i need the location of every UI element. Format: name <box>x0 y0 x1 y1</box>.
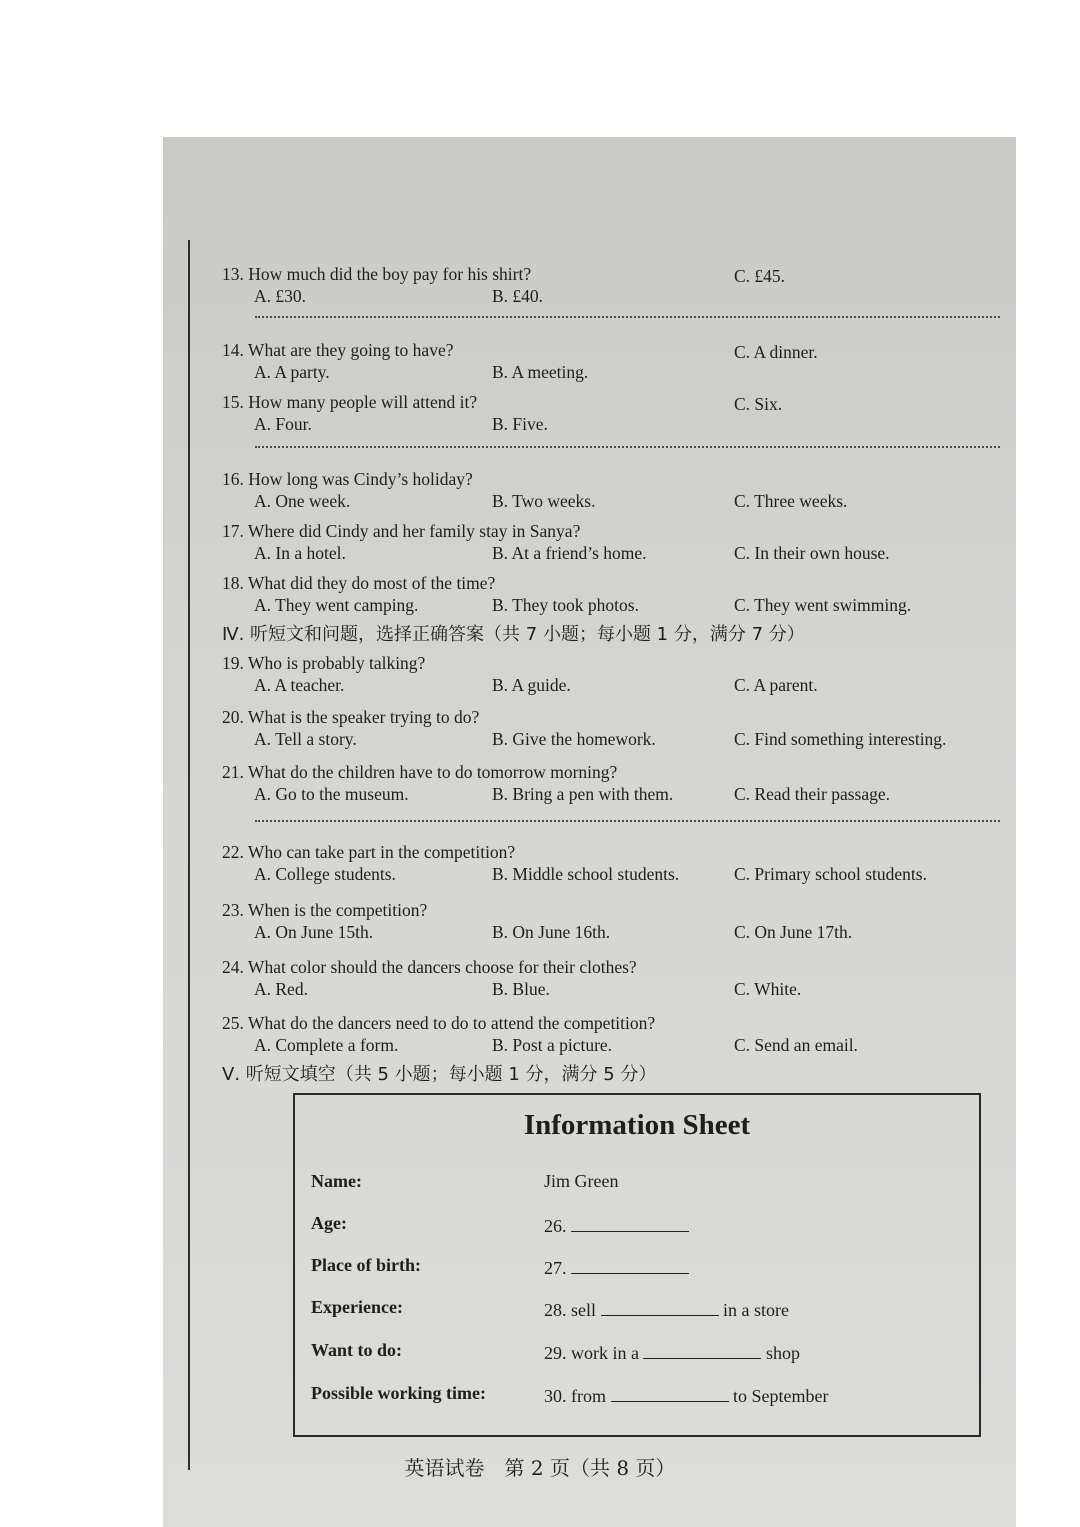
option-b[interactable]: B. At a friend’s home. <box>492 543 647 563</box>
answer-options <box>222 543 992 571</box>
question-text: 13. How much did the boy pay for his shirt? <box>222 264 532 284</box>
option-a[interactable]: A. Red. <box>254 979 308 999</box>
dotted-separator <box>255 820 1000 822</box>
question-18 <box>222 571 992 623</box>
option-a[interactable]: A. One week. <box>254 491 351 511</box>
option-a[interactable]: A. On June 15th. <box>254 922 374 942</box>
option-b[interactable]: B. Five. <box>492 414 548 434</box>
option-c[interactable]: C. They went swimming. <box>734 595 912 615</box>
answer-options <box>222 1035 992 1063</box>
blank-number: 26. <box>544 1216 567 1236</box>
option-a[interactable]: A. Go to the museum. <box>254 784 409 804</box>
blank-prefix: 28. sell <box>544 1300 596 1320</box>
option-b[interactable]: B. Give the homework. <box>492 729 656 749</box>
option-b[interactable]: B. A meeting. <box>492 362 589 382</box>
option-c[interactable]: C. A dinner. <box>734 342 818 362</box>
info-row-name <box>311 1171 961 1201</box>
option-c[interactable]: C. White. <box>734 979 802 999</box>
blank-prefix: 29. work in a <box>544 1343 639 1363</box>
margin-line <box>188 240 190 1470</box>
answer-options <box>222 784 992 812</box>
info-row-want-to-do <box>311 1340 961 1370</box>
option-a[interactable]: A. Complete a form. <box>254 1035 399 1055</box>
information-sheet <box>293 1093 981 1437</box>
info-label: Possible working time: <box>311 1383 486 1403</box>
option-a[interactable]: A. They went camping. <box>254 595 419 615</box>
answer-blank-26[interactable] <box>571 1213 689 1232</box>
question-24 <box>222 955 992 1007</box>
option-a[interactable]: A. Four. <box>254 414 312 434</box>
section-v-heading: Ⅴ. 听短文填空（共 5 小题；每小题 1 分，满分 5 分） <box>222 1064 657 1085</box>
option-b[interactable]: B. A guide. <box>492 675 571 695</box>
option-a[interactable]: A. A party. <box>254 362 330 382</box>
question-text: 16. How long was Cindy’s holiday? <box>222 469 473 489</box>
answer-options <box>222 864 992 892</box>
question-text: 20. What is the speaker trying to do? <box>222 707 480 727</box>
option-b[interactable]: B. Post a picture. <box>492 1035 613 1055</box>
info-value <box>544 1297 789 1321</box>
question-16 <box>222 467 992 519</box>
question-text: 17. Where did Cindy and her family stay in Sanya? <box>222 521 581 541</box>
option-c[interactable]: C. Find something interesting. <box>734 729 947 749</box>
question-19 <box>222 651 992 703</box>
option-c[interactable]: C. In their own house. <box>734 543 890 563</box>
option-b[interactable]: B. On June 16th. <box>492 922 611 942</box>
answer-blank-27[interactable] <box>571 1255 689 1274</box>
option-c[interactable]: C. A parent. <box>734 675 818 695</box>
option-c[interactable]: C. £45. <box>734 266 786 286</box>
question-text: 23. When is the competition? <box>222 900 428 920</box>
option-b[interactable]: B. Blue. <box>492 979 550 999</box>
question-21 <box>222 760 992 812</box>
option-a[interactable]: A. A teacher. <box>254 675 345 695</box>
blank-suffix: shop <box>765 1343 800 1363</box>
option-c[interactable]: C. Send an email. <box>734 1035 858 1055</box>
option-c[interactable]: C. On June 17th. <box>734 922 853 942</box>
answer-options <box>222 675 992 703</box>
option-b[interactable]: B. Two weeks. <box>492 491 596 511</box>
option-a[interactable]: A. Tell a story. <box>254 729 357 749</box>
question-text: 22. Who can take part in the competition? <box>222 842 516 862</box>
dotted-separator <box>255 316 1000 318</box>
question-13 <box>222 262 992 314</box>
question-text: 15. How many people will attend it? <box>222 392 478 412</box>
question-17 <box>222 519 992 571</box>
question-text: 18. What did they do most of the time? <box>222 573 496 593</box>
answer-options <box>222 491 992 519</box>
option-c[interactable]: C. Six. <box>734 394 783 414</box>
option-b[interactable]: B. Middle school students. <box>492 864 680 884</box>
info-row-place-of-birth <box>311 1255 961 1285</box>
option-c[interactable]: C. Three weeks. <box>734 491 848 511</box>
option-c[interactable]: C. Primary school students. <box>734 864 927 884</box>
blank-suffix: to September <box>733 1386 829 1406</box>
option-b[interactable]: B. Bring a pen with them. <box>492 784 674 804</box>
info-row-age <box>311 1213 961 1243</box>
answer-blank-29[interactable] <box>643 1340 761 1359</box>
question-text: 19. Who is probably talking? <box>222 653 426 673</box>
answer-blank-30[interactable] <box>611 1383 729 1402</box>
question-text: 21. What do the children have to do tomorrow morning? <box>222 762 618 782</box>
answer-options <box>222 729 992 757</box>
question-text: 24. What color should the dancers choose for their clothes? <box>222 957 637 977</box>
question-15 <box>222 390 992 442</box>
info-value <box>544 1255 689 1279</box>
info-label: Experience: <box>311 1297 403 1317</box>
info-value <box>544 1213 689 1237</box>
question-22 <box>222 840 992 892</box>
dotted-separator <box>255 446 1000 448</box>
question-text: 14. What are they going to have? <box>222 340 454 360</box>
answer-options <box>222 979 992 1007</box>
question-text: 25. What do the dancers need to do to attend the competition? <box>222 1013 656 1033</box>
info-label: Name: <box>311 1171 362 1191</box>
option-a[interactable]: A. In a hotel. <box>254 543 346 563</box>
option-c[interactable]: C. Read their passage. <box>734 784 890 804</box>
option-b[interactable]: B. £40. <box>492 286 544 306</box>
answer-options <box>222 595 992 623</box>
option-b[interactable]: B. They took photos. <box>492 595 639 615</box>
option-a[interactable]: A. £30. <box>254 286 307 306</box>
blank-number: 27. <box>544 1258 567 1278</box>
answer-options <box>222 922 992 950</box>
blank-suffix: in a store <box>723 1300 789 1320</box>
info-row-experience <box>311 1297 961 1327</box>
question-20 <box>222 705 992 757</box>
section-iv-heading: Ⅳ. 听短文和问题，选择正确答案（共 7 小题；每小题 1 分，满分 7 分） <box>222 624 805 645</box>
info-label: Age: <box>311 1213 347 1233</box>
question-23 <box>222 898 992 950</box>
blank-prefix: 30. from <box>544 1386 606 1406</box>
info-value <box>544 1340 800 1364</box>
info-value: Jim Green <box>544 1171 619 1191</box>
info-row-working-time <box>311 1383 961 1413</box>
info-value <box>544 1383 828 1407</box>
answer-blank-28[interactable] <box>601 1297 719 1316</box>
info-label: Place of birth: <box>311 1255 421 1275</box>
page-footer: 英语试卷 第 2 页（共 8 页） <box>404 1456 676 1480</box>
info-label: Want to do: <box>311 1340 403 1360</box>
option-a[interactable]: A. College students. <box>254 864 396 884</box>
question-25 <box>222 1011 992 1063</box>
question-14 <box>222 338 992 390</box>
info-sheet-title: Information Sheet <box>523 1109 751 1141</box>
